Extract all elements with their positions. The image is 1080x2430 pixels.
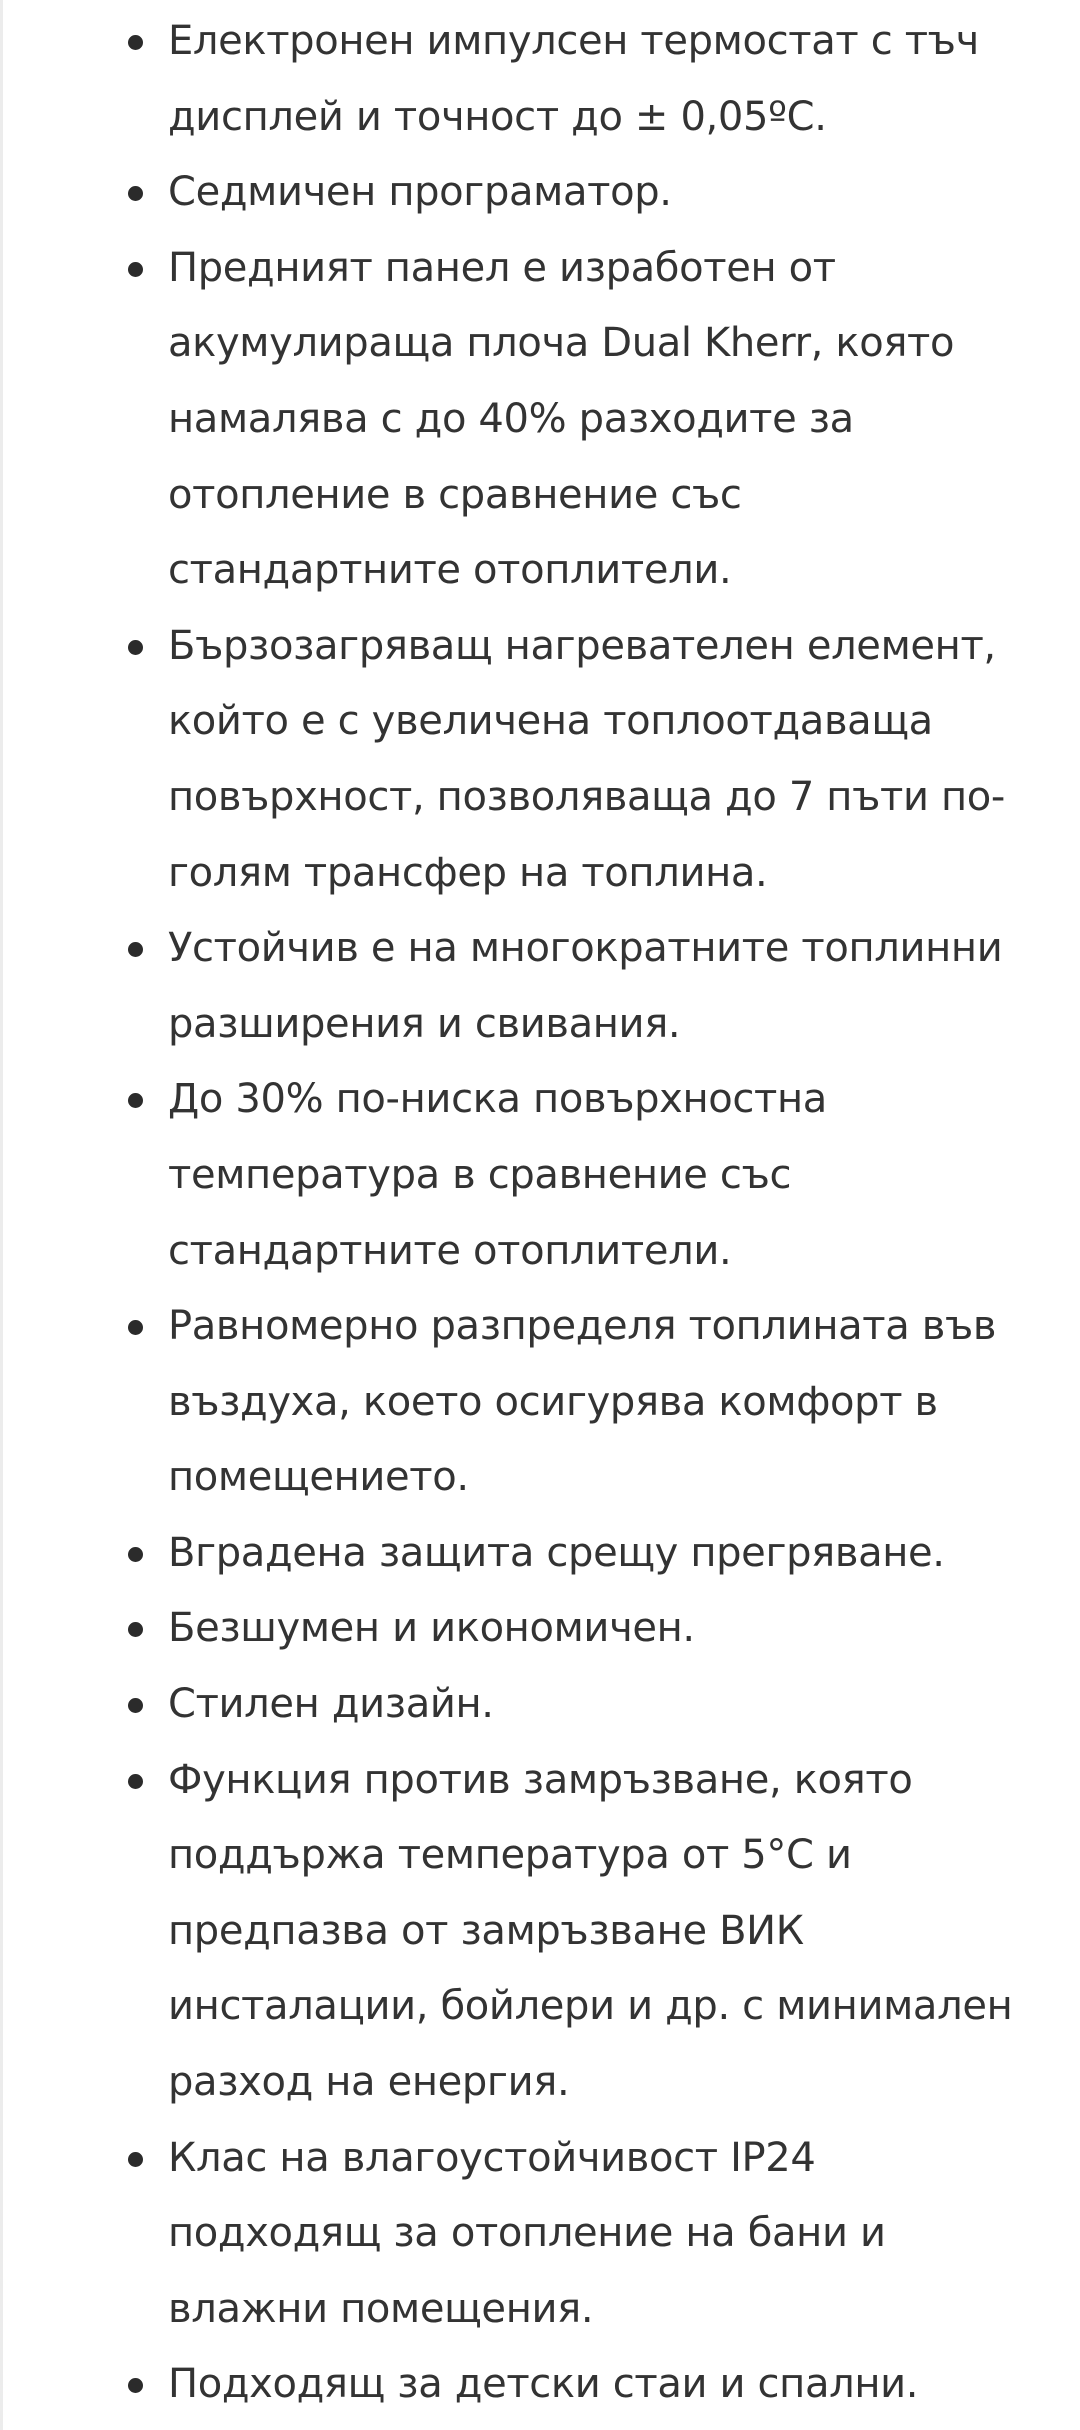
bullet-icon: [128, 1547, 143, 1562]
list-item-text: Предният панел е изработен от акумулираща плоча Dual Kherr, която намалява с до 40% разходите за отопление в сравнение със стандартните отоплители.: [168, 244, 955, 594]
bullet-icon: [128, 942, 143, 957]
bullet-icon: [128, 1774, 143, 1789]
list-item: [0, 609, 1080, 911]
list-item-text: До 30% по-ниска повърхностна температура в сравнение със стандартните отоплители.: [168, 1076, 827, 1274]
feature-list: [0, 4, 1080, 2423]
bullet-icon: [128, 1320, 143, 1335]
bullet-icon: [128, 1093, 143, 1108]
list-item-text: Равномерно разпределя топлината във въздуха, което осигурява комфорт в помещението.: [168, 1303, 997, 1501]
list-item: [0, 1062, 1080, 1289]
list-item: [0, 2347, 1080, 2423]
list-item: [0, 1591, 1080, 1667]
list-item-text: Седмичен програматор.: [168, 169, 672, 216]
list-item: [0, 911, 1080, 1062]
list-item-text: Електронен импулсен термостат с тъч дисплей и точност до ± 0,05ºC.: [168, 18, 979, 140]
bullet-icon: [128, 2152, 143, 2167]
list-item-text: Безшумен и икономичен.: [168, 1605, 695, 1652]
list-item: [0, 1743, 1080, 2121]
bullet-icon: [128, 1622, 143, 1637]
list-item-text: Функция против замръзване, която поддържа температура от 5°C и предпазва от замръзване ВИК инсталации, бойлери и др. с минимален разход на енергия.: [168, 1756, 1013, 2106]
list-item-text: Устойчив е на многократните топлинни разширения и свивания.: [168, 925, 1003, 1047]
bullet-icon: [128, 640, 143, 655]
list-item-text: Вградена защита срещу прегряване.: [168, 1529, 945, 1576]
list-item: [0, 1289, 1080, 1516]
list-item-text: Стилен дизайн.: [168, 1681, 494, 1728]
bullet-icon: [128, 186, 143, 201]
list-item: [0, 4, 1080, 155]
list-item: [0, 1516, 1080, 1592]
list-item: [0, 155, 1080, 231]
list-item: [0, 231, 1080, 609]
list-item: [0, 2121, 1080, 2348]
list-item-text: Подходящ за детски стаи и спални.: [168, 2361, 919, 2408]
bullet-icon: [128, 1698, 143, 1713]
bullet-icon: [128, 2378, 143, 2393]
bullet-icon: [128, 35, 143, 50]
list-item: [0, 1667, 1080, 1743]
list-item-text: Бързозагряващ нагревателен елемент, който е с увеличена топлоотдаваща повърхност, позволяваща до 7 пъти по-голям трансфер на топлина.: [168, 622, 1005, 896]
bullet-icon: [128, 262, 143, 277]
list-item-text: Клас на влагоустойчивост IP24 подходящ за отопление на бани и влажни помещения.: [168, 2134, 886, 2332]
